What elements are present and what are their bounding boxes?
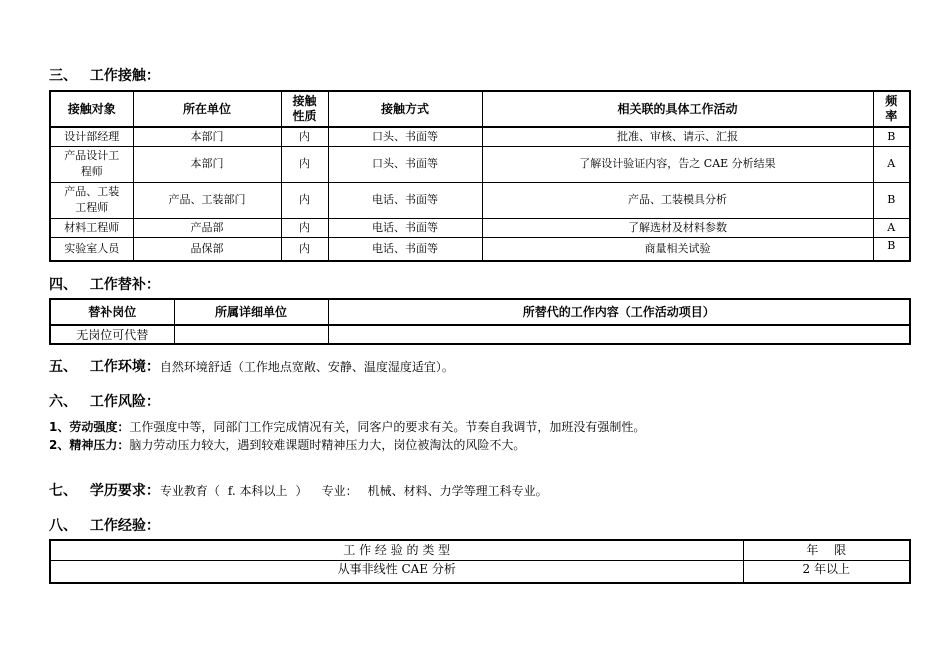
section-7-heading: 七、 学历要求：专业教育（ f. 本科以上 ） 专业： 机械、材料、力学等理工科专业。 — [49, 483, 548, 499]
cell-frequency: A — [873, 218, 910, 237]
cell-object: 产品、工装 工程师 — [50, 182, 133, 218]
cell-experience-type: 从事非线性 CAE 分析 — [50, 560, 743, 583]
cell-activity: 批准、审核、请示、汇报 — [482, 127, 873, 146]
cell-unit: 品保部 — [133, 237, 281, 261]
risk-labor-intensity: 1、劳动强度：工作强度中等，同部门工作完成情况有关，同客户的要求有关。节奏自我调节，加班没有强制性。 — [49, 420, 646, 434]
section-6-number: 六、 — [49, 394, 77, 410]
header-mode: 接触方式 — [328, 91, 482, 127]
cell-mode: 电话、书面等 — [328, 182, 482, 218]
cell-unit: 产品部 — [133, 218, 281, 237]
cell-replaced-content — [328, 325, 910, 344]
section-3-number: 三、 — [49, 68, 77, 84]
cell-nature: 内 — [281, 127, 328, 146]
table-row — [50, 560, 910, 583]
section-4-number: 四、 — [49, 277, 77, 293]
substitute-table-header — [50, 299, 910, 325]
cell-frequency: B — [873, 182, 910, 218]
header-contact-object: 接触对象 — [50, 91, 133, 127]
section-8-number: 八、 — [49, 518, 77, 534]
section-7-title: 学历要求： — [89, 483, 160, 499]
experience-table-header — [50, 540, 910, 560]
risk-mental-pressure: 2、精神压力：脑力劳动压力较大，遇到较难课题时精神压力大，岗位被淘汰的风险不大。 — [49, 438, 526, 452]
section-3-title: 工作接触： — [89, 68, 160, 84]
substitute-table — [49, 298, 911, 345]
education-level: f. 本科以上 — [227, 484, 288, 498]
table-row — [50, 218, 910, 237]
cell-mode: 口头、书面等 — [328, 146, 482, 182]
cell-years: 2 年以上 — [743, 560, 910, 583]
contact-table — [49, 90, 911, 262]
cell-substitute-post: 无岗位可代替 — [50, 325, 174, 344]
cell-activity: 产品、工装模具分析 — [482, 182, 873, 218]
cell-object: 实验室人员 — [50, 237, 133, 261]
header-activity: 相关联的具体工作活动 — [482, 91, 873, 127]
header-replaced-content: 所替代的工作内容（工作活动项目） — [328, 299, 910, 325]
cell-nature: 内 — [281, 182, 328, 218]
cell-unit: 本部门 — [133, 146, 281, 182]
section-3-heading — [49, 65, 160, 85]
section-6-heading — [49, 391, 160, 411]
header-years: 年 限 — [743, 540, 910, 560]
major-text: 机械、材料、力学等理工科专业。 — [367, 484, 548, 498]
cell-nature: 内 — [281, 218, 328, 237]
section-8-heading — [49, 515, 160, 535]
cell-activity: 了解设计验证内容，告之 CAE 分析结果 — [482, 146, 873, 182]
work-environment-text: 自然环境舒适（工作地点宽敞、安静、温度湿度适宜）。 — [159, 360, 454, 374]
table-row — [50, 237, 910, 261]
table-row — [50, 146, 910, 182]
section-6-title: 工作风险： — [89, 394, 160, 410]
header-detail-unit: 所属详细单位 — [174, 299, 328, 325]
header-unit: 所在单位 — [133, 91, 281, 127]
cell-mode: 口头、书面等 — [328, 127, 482, 146]
section-4-title: 工作替补： — [89, 277, 160, 293]
section-5-title: 工作环境： — [89, 359, 160, 375]
section-8-title: 工作经验： — [89, 518, 160, 534]
section-5-heading — [49, 356, 454, 376]
table-row — [50, 127, 910, 146]
section-5-number: 五、 — [49, 359, 77, 375]
header-experience-type: 工 作 经 验 的 类 型 — [50, 540, 743, 560]
cell-activity: 了解选材及材料参数 — [482, 218, 873, 237]
cell-unit: 产品、工装部门 — [133, 182, 281, 218]
cell-unit: 本部门 — [133, 127, 281, 146]
section-7-number: 七、 — [49, 483, 77, 499]
header-nature: 接触 性质 — [281, 91, 328, 127]
cell-mode: 电话、书面等 — [328, 218, 482, 237]
header-frequency: 频 率 — [873, 91, 910, 127]
cell-activity: 商量相关试验 — [482, 237, 873, 261]
cell-nature: 内 — [281, 237, 328, 261]
cell-object: 材料工程师 — [50, 218, 133, 237]
table-row — [50, 325, 910, 344]
section-4-heading — [49, 274, 160, 294]
header-substitute-post: 替补岗位 — [50, 299, 174, 325]
cell-frequency: B — [873, 127, 910, 146]
cell-nature: 内 — [281, 146, 328, 182]
cell-frequency: A — [873, 146, 910, 182]
experience-table — [49, 539, 911, 584]
cell-mode: 电话、书面等 — [328, 237, 482, 261]
cell-object: 产品设计工 程师 — [50, 146, 133, 182]
contact-table-header — [50, 91, 910, 127]
cell-detail-unit — [174, 325, 328, 344]
cell-object: 设计部经理 — [50, 127, 133, 146]
cell-frequency: B — [873, 237, 910, 261]
table-row — [50, 182, 910, 218]
